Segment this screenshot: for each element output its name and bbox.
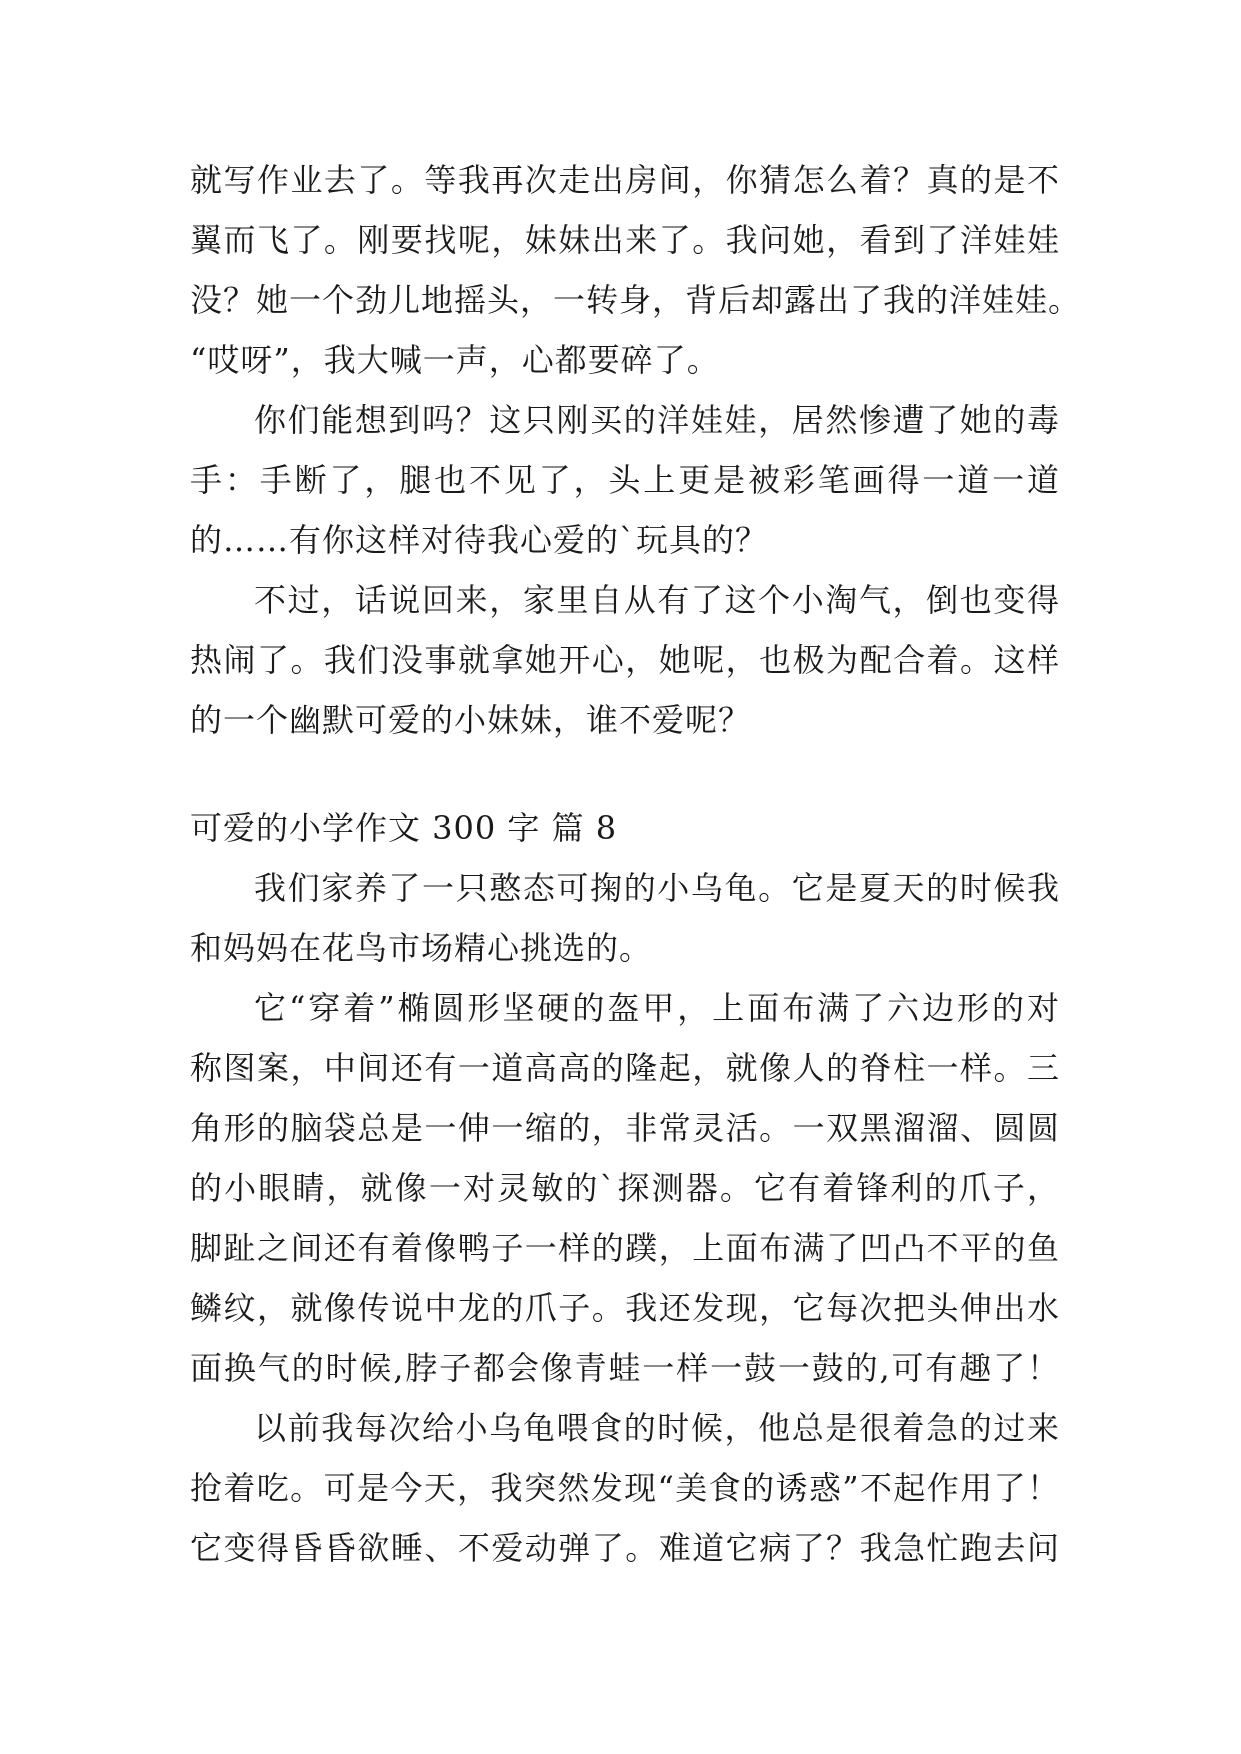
text-line: 没？她一个劲儿地摇头，一转身，背后却露出了我的洋娃娃。 [190,281,1082,319]
text-line: 你们能想到吗？这只刚买的洋娃娃，居然惨遭了她的毒 [254,401,1060,439]
text-line: 脚趾之间还有着像鸭子一样的蹼，上面布满了凹凸不平的鱼 [190,1229,1060,1267]
paragraph [190,390,1060,570]
text-line: 手：手断了，腿也不见了，头上更是被彩笔画得一道一道 [190,461,1060,499]
text-line: 抢着吃。可是今天，我突然发现“美食的诱惑”不起作用了！ [190,1469,1060,1507]
text-line: 面换气的时候,脖子都会像青蛙一样一鼓一鼓的,可有趣了！ [190,1349,1060,1387]
paragraph [190,858,1060,978]
text-line: 热闹了。我们没事就拿她开心，她呢，也极为配合着。这样 [190,641,1060,679]
text-line: 我们家养了一只憨态可掬的小乌龟。它是夏天的时候我 [254,869,1060,907]
document-page [190,150,1082,1578]
text-line: 它变得昏昏欲睡、不爱动弹了。难道它病了？我急忙跑去问 [190,1529,1060,1567]
text-line: 的一个幽默可爱的小妹妹，谁不爱呢？ [190,701,752,739]
text-line: 的小眼睛，就像一对灵敏的`探测器。它有着锋利的爪子， [190,1169,1060,1207]
paragraph [190,1398,1060,1578]
text-line: 称图案，中间还有一道高高的隆起，就像人的脊柱一样。三 [190,1049,1060,1087]
text-line: 的……有你这样对待我心爱的`玩具的？ [190,521,769,559]
text-line: 不过，话说回来，家里自从有了这个小淘气，倒也变得 [254,581,1060,619]
text-line: 它“穿着”椭圆形坚硬的盔甲，上面布满了六边形的对 [254,989,1060,1027]
paragraph [190,978,1060,1398]
text-line: 鳞纹，就像传说中龙的爪子。我还发现，它每次把头伸出水 [190,1289,1060,1327]
section-spacer [190,750,1060,798]
text-line: 角形的脑袋总是一伸一缩的，非常灵活。一双黑溜溜、圆圆 [190,1109,1060,1147]
paragraph [190,150,1082,390]
section-heading: 可爱的小学作文 300 字 篇 8 [190,809,618,847]
paragraph [190,570,1060,750]
text-line: “哎呀”，我大喊一声，心都要碎了。 [190,341,720,379]
text-line: 翼而飞了。刚要找呢，妹妹出来了。我问她，看到了洋娃娃 [190,221,1060,259]
text-line: 就写作业去了。等我再次走出房间，你猜怎么着？真的是不 [190,161,1060,199]
text-line: 和妈妈在花鸟市场精心挑选的。 [190,929,653,967]
text-line: 以前我每次给小乌龟喂食的时候，他总是很着急的过来 [254,1409,1060,1447]
